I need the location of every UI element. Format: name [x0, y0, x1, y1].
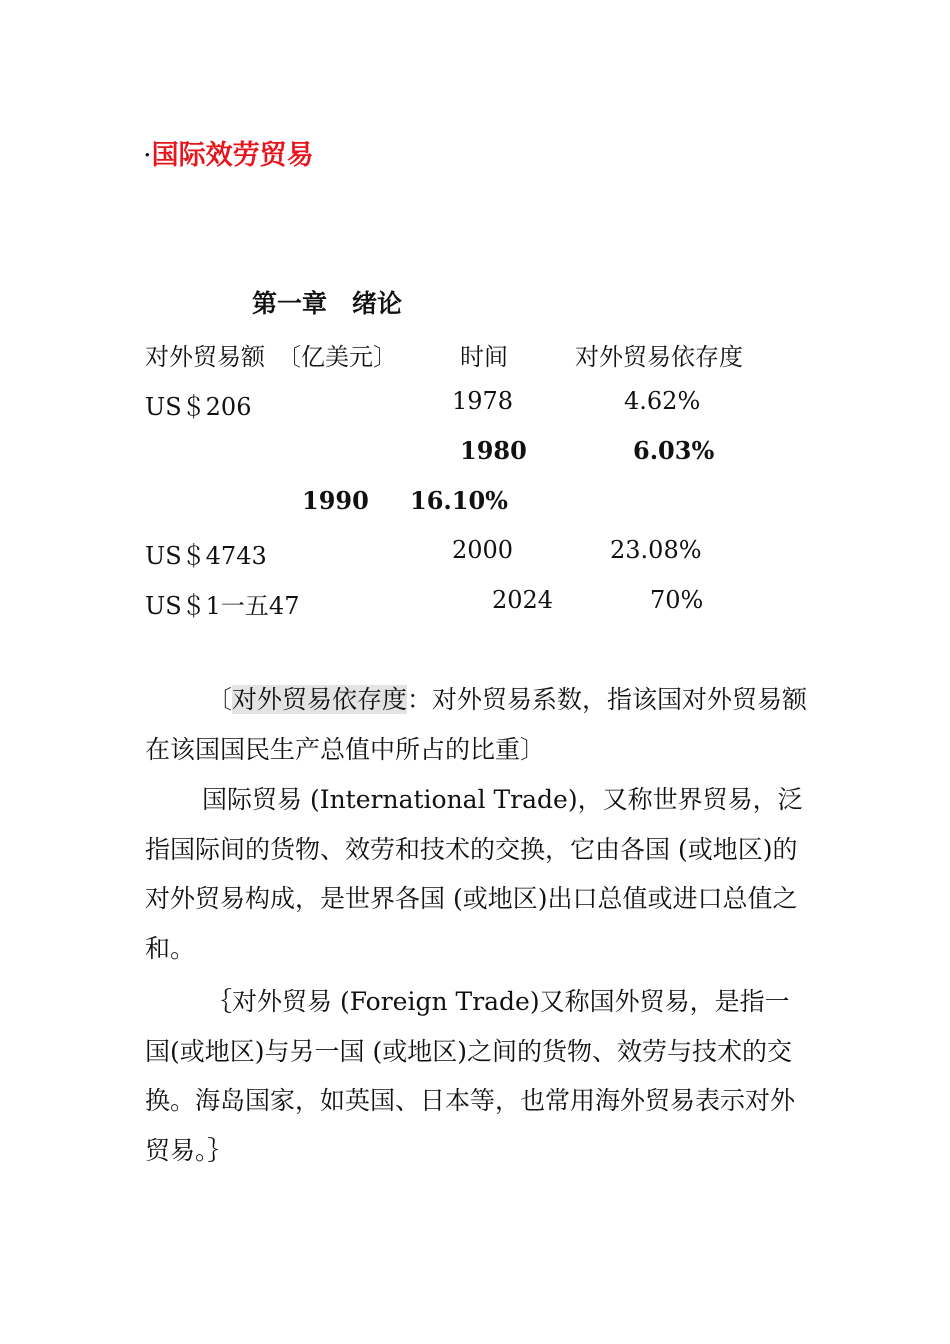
- highlighted-term: 对外贸易依存度: [232, 685, 408, 714]
- table-cell-ratio: 16.10%: [410, 486, 508, 515]
- table-cell-year: 1990: [302, 486, 369, 515]
- document-title: [143, 133, 314, 172]
- paragraph-open-bracket: 〔: [207, 685, 233, 714]
- title-bullet: ·: [143, 140, 152, 171]
- paragraph-definition: [145, 675, 810, 774]
- table-cell-year: 1978: [452, 387, 514, 415]
- table-cell-amount: US＄1一五47: [145, 592, 300, 620]
- table-cell-amount: US＄206: [145, 393, 252, 421]
- title-text: 国际效劳贸易: [151, 140, 314, 171]
- paragraph-foreign-trade: ｛对外贸易 (Foreign Trade)又称国外贸易，是指一国(或地区)与另一国 (或地区)之间的货物、效劳与技术的交换。海岛国家，如英国、日本等，也常用海外贸易表示对外贸易。｝: [145, 987, 796, 1165]
- table-cell-ratio: 23.08%: [610, 536, 702, 564]
- table-cell-ratio: 4.62%: [624, 387, 701, 415]
- table-header-year: 时间: [460, 343, 508, 371]
- table-cell-ratio: 6.03%: [633, 436, 715, 465]
- table-header-ratio: 对外贸易依存度: [575, 343, 743, 371]
- paragraph-definition-text: ：对外贸易系数，指该国对外贸易额在该国国民生产总值中所占的比重〕: [145, 685, 808, 764]
- table-cell-year: 2000: [452, 536, 514, 564]
- table-cell-year: 1980: [460, 436, 527, 465]
- table-cell-year: 2024: [492, 586, 554, 614]
- paragraph-international-trade: 国际贸易 (International Trade)，又称世界贸易，泛指国际间的货物、效劳和技术的交换，它由各国 (或地区)的对外贸易构成，是世界各国 (或地区)出口总值或进口总值之和。: [145, 785, 803, 963]
- table-cell-ratio: 70%: [650, 586, 704, 614]
- chapter-heading: 第一章 绪论: [252, 289, 403, 318]
- table-header-amount: 对外贸易额 〔亿美元〕: [145, 343, 397, 371]
- table-cell-amount: US＄4743: [145, 542, 267, 570]
